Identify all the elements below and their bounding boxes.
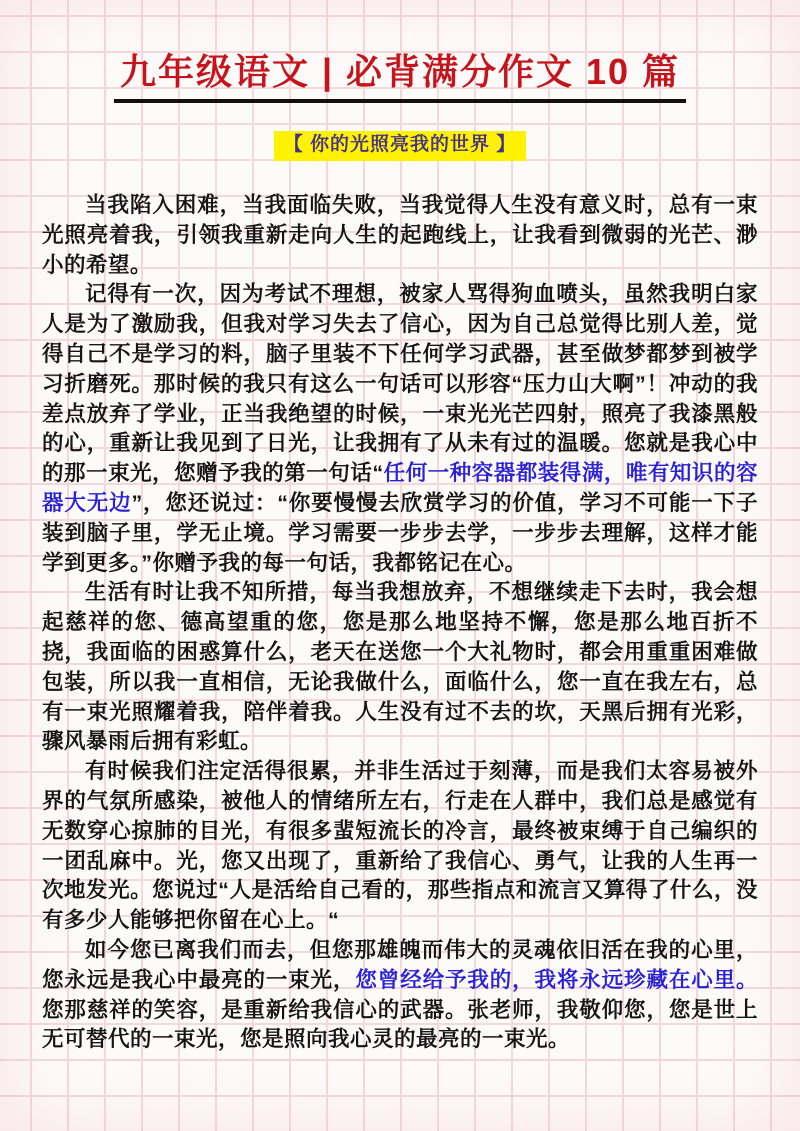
essay-paragraph (42, 191, 758, 280)
essay-paragraph (42, 757, 758, 936)
body-text: 如今您已离我们而去，但您那雄魄而伟大的灵魂依旧活在我的心里，您永远是我心中最亮的一束光， (42, 938, 758, 992)
emphasized-quote-text: 您曾经给予我的，我将永远珍藏在心里。 (355, 967, 758, 992)
essay-paragraph (42, 578, 758, 757)
essay-paragraph (42, 280, 758, 578)
body-text: 记得有一次，因为考试不理想，被家人骂得狗血喷头，虽然我明白家人是为了激励我，但我对学习失去了信心，因为自己总觉得比别人差，觉得自己不是学习的料，脑子里装不下任何学习武器，甚至做梦都梦到被学习折磨死。那时候的我只有这么一句话可以形容“压力山大啊”！冲动的我差点放弃了学业，正当我绝望的时候，一束光光芒四射，照亮了我漆黑般的心，重新让我见到了日光，让我拥有了从未有过的温暖。您就是我心中的那一束光，您赠予我的第一句话“ (42, 282, 758, 486)
essay-topic-badge: 【 你的光照亮我的世界 】 (274, 131, 527, 161)
essay-body (42, 191, 758, 1055)
body-text: ”，您还说过：“你要慢慢去欣赏学习的价值，学习不可能一下子装到脑子里，学无止境。学习需要一步步去学，一步步去理解，这样才能学到更多。”你赠予我的每一句话，我都铭记在心。 (42, 491, 758, 575)
body-text: 您那慈祥的笑容，是重新给我信心的武器。张老师，我敬仰您，您是世上无可替代的一束光，您是照向我心灵的最亮的一束光。 (42, 997, 758, 1052)
body-text: 当我陷入困难，当我面临失败，当我觉得人生没有意义时，总有一束光照亮着我，引领我重新走向人生的起跑线上，让我看到微弱的光芒、渺小的希望。 (42, 193, 758, 277)
essay-paragraph (42, 936, 758, 1055)
title-row (0, 50, 800, 103)
subtitle-row (0, 131, 800, 161)
page-title: 九年级语文 | 必背满分作文 10 篇 (114, 50, 686, 103)
emphasized-quote-text: 任何一种容器都装得满，唯有知识的容器大无边 (42, 461, 758, 516)
body-text: 生活有时让我不知所措，每当我想放弃，不想继续走下去时，我会想起慈祥的您、德高望重的您，您是那么地坚持不懈，您是那么地百折不挠，我面临的困惑算什么，老天在送您一个大礼物时，都会用重重困难做包装，所以我一直相信，无论我做什么，面临什么，您一直在我左右，总有一束光照耀着我，陪伴着我。人生没有过不去的坎，天黑后拥有光彩，骤风暴雨后拥有彩虹。 (42, 580, 758, 754)
body-text: 有时候我们注定活得很累，并非生活过于刻薄，而是我们太容易被外界的气氛所感染，被他人的情绪所左右，行走在人群中，我们总是感觉有无数穿心掠肺的目光，有很多蜚短流长的冷言，最终被束缚于自己编织的一团乱麻中。光，您又出现了，重新给了我信心、勇气，让我的人生再一次地发光。您说过“人是活给自己看的，那些指点和流言又算得了什么，没有多少人能够把你留在心上。“ (42, 759, 758, 933)
